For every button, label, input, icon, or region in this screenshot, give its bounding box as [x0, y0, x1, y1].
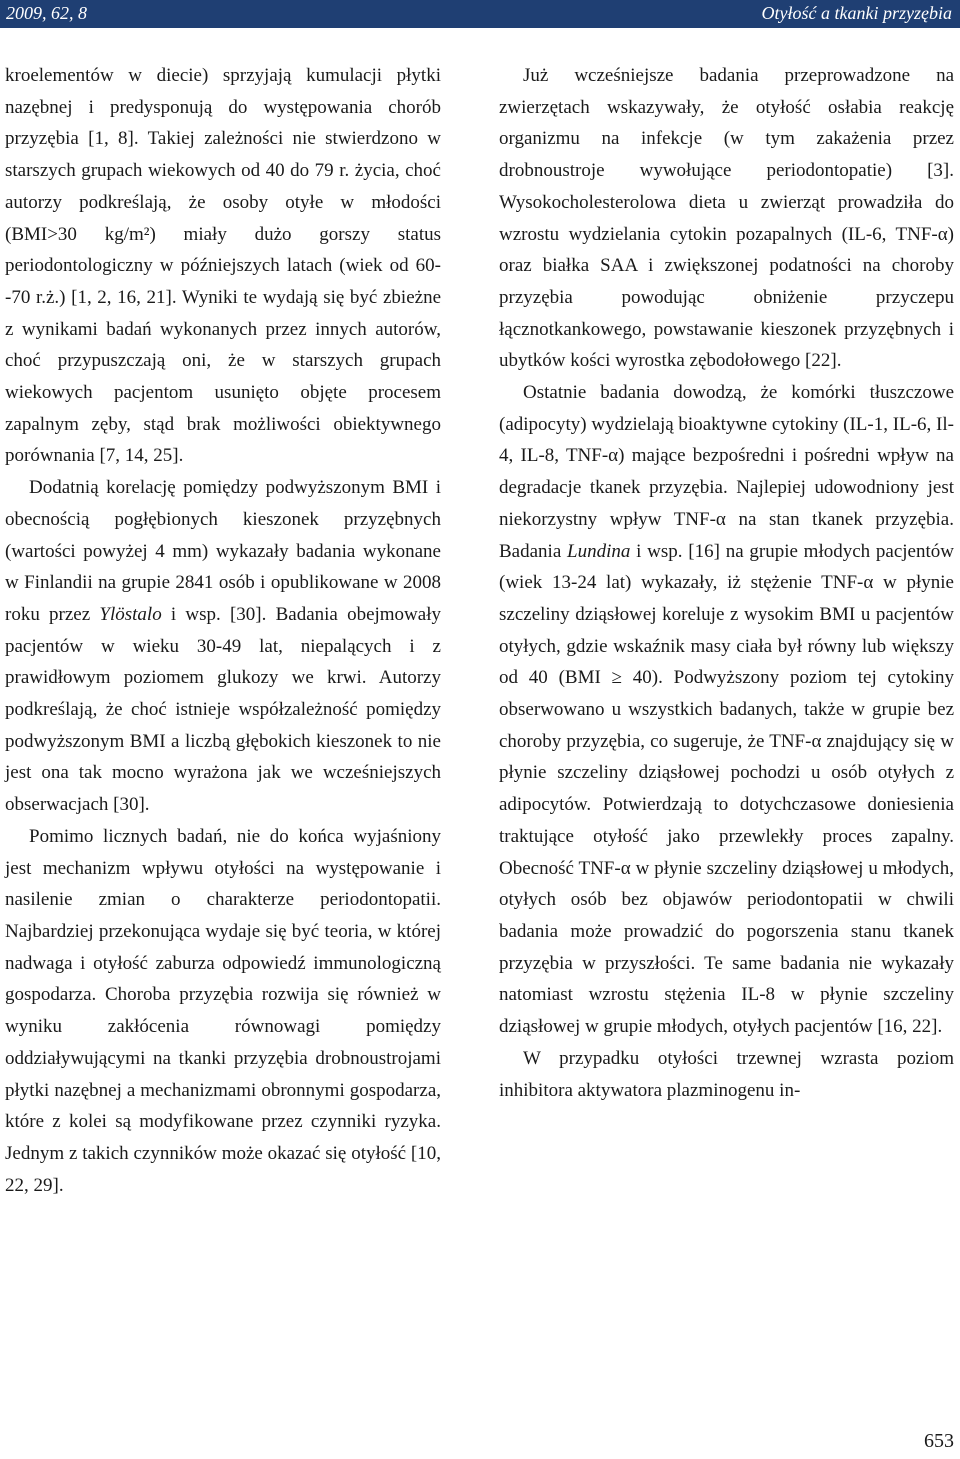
paragraph: [499, 377, 954, 1043]
paragraph: Pomimo licznych badań, nie do końca wyjaśniony jest mechanizm wpływu otyłości na występowanie i nasilenie zmian o charakterze periodontopatii. Najbardziej przekonująca wydaje się być teoria, w której nadwaga i otyłość zaburza odpowiedź immunologiczną gospodarza. Choroba przyzębia rozwija się również w wyniku zakłócenia równowagi pomiędzy oddziaływującymi na tkanki przyzębia drobnoustrojami płytki nazębnej a mechanizmami obronnymi gospodarza, które z kolei są modyfikowane przez czynniki ryzyka. Jednym z takich czynników może okazać się otyłość [10, 22, 29].: [5, 825, 441, 1196]
paragraph: kroelementów w diecie) sprzyjają kumulacji płytki nazębnej i predysponują do występowania chorób przyzębia [1, 8]. Takiej zależności nie stwierdzono w starszych grupach wiekowych od 40 do 79 r. życia, choć autorzy podkreślają, że osoby otyłe w młodości (BMI>30 kg/m²) miały dużo gorszy status periodontologiczny w późniejszych latach (wiek od 60--70 r.ż.) [1, 2, 16, 21]. Wyniki te wydają się być zbieżne z wynikami badań wykonanych przez innych autorów, choć przypuszczają oni, że w starszych grupach wiekowych pacjentom usunięto objęte procesem zapalnym zęby, stąd brak możliwości obiektywnego porównania [7, 14, 25].: [5, 65, 441, 467]
journal-issue: 2009, 62, 8: [6, 3, 87, 23]
paragraph: [5, 472, 441, 821]
text-run: Dodatnią korelację pomiędzy podwyższonym BMI i obecnością pogłębionych kieszonek przyzębnych (wartości powyżej 4 mm) wykazały badania wykonane w Finlandii na grupie 2841 osób i opublikowane w 2008 roku przez: [5, 477, 441, 625]
text-run: Ostatnie badania dowodzą, że komórki tłuszczowe (adipocyty) wydzielają bioaktywne cytokiny (IL-1, IL-6, Il-4, IL-8, TNF-α) mające bezpośredni i pośredni wpływ na degradacje tkanek przyzębia. Najlepiej udowodniony jest niekorzystny wpływ TNF-α na stan tkanek przyzębia. Badania: [499, 382, 954, 562]
author-name: Lundina: [567, 540, 631, 562]
text-run: i wsp. [16] na grupie młodych pacjentów (wiek 13-24 lat) wykazały, iż stężenie TNF-α w płynie szczeliny dziąsłowej koreluje z wysokim BMI u pacjentów otyłych, gdzie wskaźnik masy ciała był równy lub większy od 40 (BMI ≥ 40). Podwyższony poziom tej cytokiny obserwowano u wszystkich badanych, także w grupie bez choroby przyzębia, co sugeruje, że TNF-α znajdujący się w płynie szczeliny dziąsłowej pochodzi u osób otyłych z adipocytów. Potwierdzają to dotychczasowe doniesienia traktujące otyłość jako przewlekły proces zapalny. Obecność TNF-α w płynie szczeliny dziąsłowej u młodych, otyłych osób bez objawów periodontopatii w chwili badania może prowadzić do pogorszenia stanu tkanek przyzębia w przyszłości. Te same badania nie wykazały natomiast wzrostu stężenia IL-8 w płynie szczeliny dziąsłowej w grupie młodych, otyłych pacjentów [16, 22].: [499, 540, 954, 1038]
right-column: [499, 60, 954, 1106]
paragraph: Już wcześniejsze badania przeprowadzone na zwierzętach wskazywały, że otyłość osłabia reakcję organizmu na infekcje (w tym zakażenia przez drobnoustroje wywołujące periodontopatie) [3]. Wysokocholesterolowa dieta u zwierząt prowadziła do wzrostu wydzielania cytokin pozapalnych (IL-6, TNF-α) oraz białka SAA i zwiększonej podatności na choroby przyzębia powodując obniżenie przyczepu łącznotkankowego, powstawanie kieszonek przyzębnych i ubytków kości wyrostka zębodołowego [22].: [499, 65, 954, 372]
page-number: 653: [924, 1430, 954, 1452]
paragraph: W przypadku otyłości trzewnej wzrasta poziom inhibitora aktywatora plazminogenu in-: [499, 1047, 954, 1101]
author-name: Ylöstalo: [99, 603, 162, 625]
article-title: Otyłość a tkanki przyzębia: [761, 3, 952, 23]
text-run: i wsp. [30]. Badania obejmowały pacjentów w wieku 30-49 lat, niepalących i z prawidłowym poziomem glukozy we krwi. Autorzy podkreślają, że choć istnieje współzależność pomiędzy podwyższonym BMI a liczbą głębokich kieszonek to nie jest ona tak mocno wyrażona jak we wcześniejszych obserwacjach [30].: [5, 603, 441, 816]
left-column: [5, 60, 441, 1201]
running-head: [0, 0, 960, 28]
